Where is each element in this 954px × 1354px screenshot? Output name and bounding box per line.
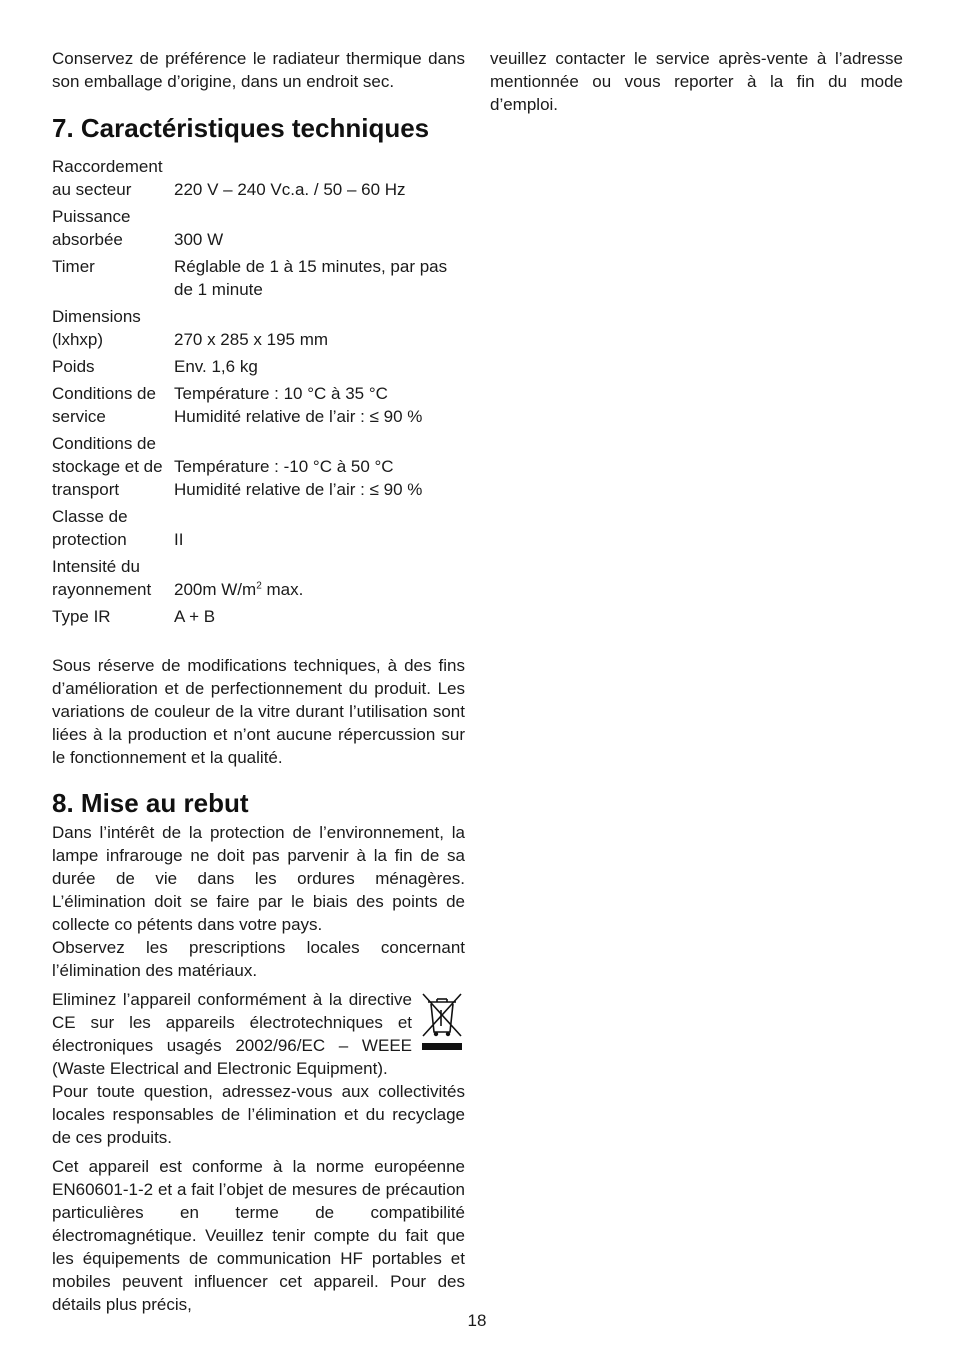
left-column (52, 47, 465, 1316)
spec-label: Type IR (52, 607, 111, 626)
local-rules-paragraph: Observez les prescriptions locales concernant l’élimination des matériaux. (52, 938, 465, 980)
spec-value: Température : -10 °C à 50 °C Humidité relative de l’air : ≤ 90 % (174, 457, 423, 499)
spec-value: A + B (174, 607, 216, 626)
irradiance-exponent: 2 (256, 580, 262, 592)
spec-label: Puissance absorbée (52, 207, 131, 249)
spec-value: 220 V – 240 Vc.a. / 50 – 60 Hz (174, 180, 406, 199)
weee-notice (52, 988, 465, 1080)
modification-note: Sous réserve de modifications techniques, à des fins d’amélioration et de perfectionnement du produit. Les variations de couleur de la vitre durant l’utilisation sont liées à la production et n’ont aucune répercussion sur le fonctionnement et la qualité. (52, 656, 465, 767)
spec-label: Intensité du rayonnement (52, 557, 152, 599)
page-number: 18 (467, 1311, 487, 1330)
spec-value: 270 x 285 x 195 mm (174, 330, 329, 349)
spec-value: II (174, 530, 184, 549)
contact-paragraph: Pour toute question, adressez-vous aux collectivités locales responsables de l’élimination et du recyclage de ces produits. (52, 1082, 465, 1147)
spec-label: Poids (52, 357, 95, 376)
technical-specs-table (52, 155, 465, 628)
right-column (490, 47, 903, 116)
section-8-title: 8. Mise au rebut (52, 788, 249, 818)
crossed-out-wheelie-bin-icon (419, 990, 465, 1052)
spec-label: Conditions de stockage et de transport (52, 434, 163, 499)
spec-value (174, 578, 465, 601)
section-7-title: 7. Caractéristiques techniques (52, 113, 430, 143)
spec-label: Raccordement au secteur (52, 157, 163, 199)
continuation-text: veuillez contacter le service après-vente à l’adresse mentionnée ou vous reporter à la fin du mode d’emploi. (490, 49, 903, 114)
spec-value: 300 W (174, 230, 224, 249)
spec-label: Classe de protection (52, 507, 128, 549)
spec-value: Env. 1,6 kg (174, 357, 258, 376)
disposal-paragraph: Dans l’intérêt de la protection de l’environnement, la lampe infrarouge ne doit pas parvenir à la fin de sa durée de vie dans les ordures ménagères. L’élimination doit se faire par le biais des points de collecte co pétents dans votre pays. (52, 823, 465, 934)
spec-label: Timer (52, 257, 95, 276)
spec-label: Conditions de service (52, 384, 156, 426)
storage-advice: Conservez de préférence le radiateur thermique dans son emballage d’origine, dans un endroit sec. (52, 49, 465, 91)
emc-paragraph: Cet appareil est conforme à la norme européenne EN60601-1-2 et a fait l’objet de mesures de précaution particulières en terme de compatibilité électromagnétique. Veuillez tenir compte du fait que les équipements de communication HF portables et mobiles peuvent influencer cet appareil. Pour des détails plus précis, (52, 1157, 465, 1314)
spec-value: Température : 10 °C à 35 °C Humidité relative de l’air : ≤ 90 % (174, 384, 423, 426)
irradiance-value: 200m W/m (174, 580, 257, 599)
spec-label: Dimensions (lxhxp) (52, 307, 141, 349)
weee-text: Eliminez l’appareil conformément à la directive CE sur les appareils électrotechniques et électroniques usagés 2002/96/EC – WEEE (Waste Electrical and Electronic Equipment). (52, 990, 412, 1078)
spec-value: Réglable de 1 à 15 minutes, par pas de 1 minute (174, 257, 448, 299)
irradiance-suffix: max. (261, 580, 304, 599)
